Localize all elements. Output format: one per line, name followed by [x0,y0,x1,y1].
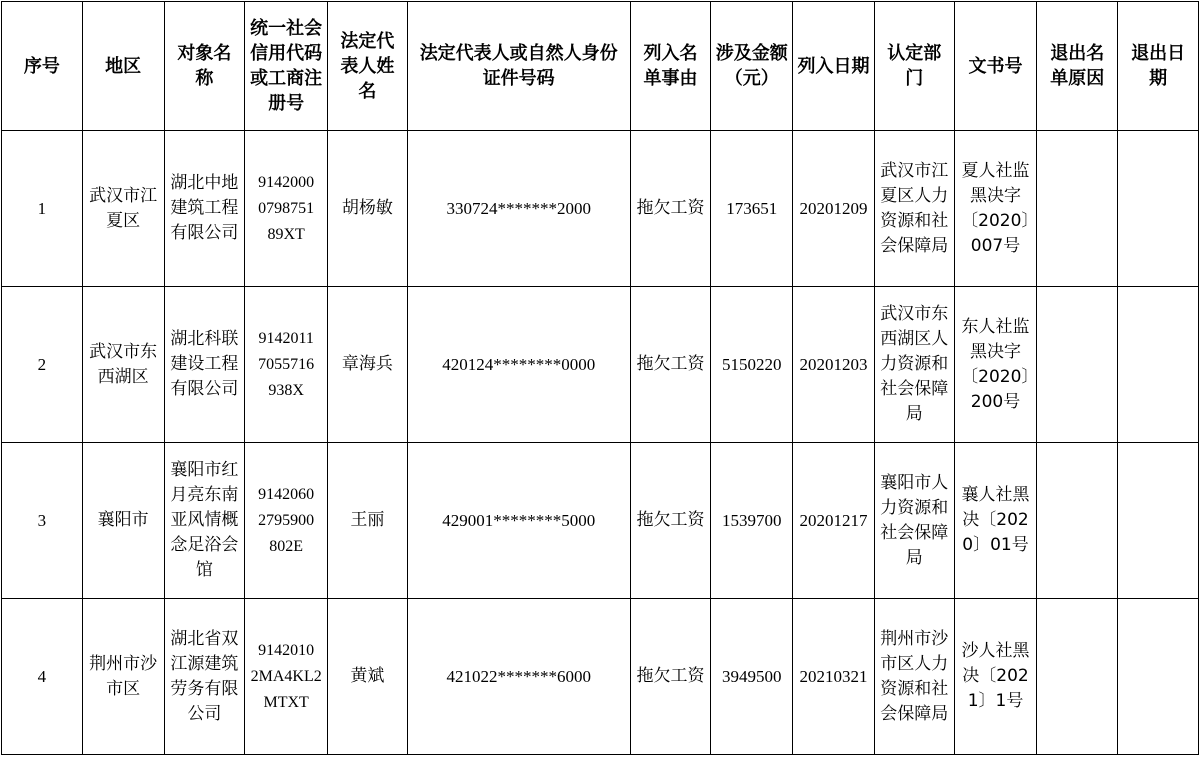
cell-reason: 拖欠工资 [630,287,711,443]
cell-department: 荆州市沙市区人力资源和社会保障局 [874,599,954,755]
cell-doc-no: 东人社监黑决字〔2020〕200号 [954,287,1037,443]
header-doc-no: 文书号 [954,2,1037,131]
cell-doc-no: 沙人社黑决〔2021〕1号 [954,599,1037,755]
header-name: 对象名称 [164,2,245,131]
header-amount: 涉及金额（元） [711,2,793,131]
cell-name: 湖北科联建设工程有限公司 [164,287,245,443]
cell-id-number: 429001********5000 [407,443,630,599]
cell-credit-code [245,599,328,755]
cell-no: 2 [2,287,83,443]
cell-date: 20210321 [793,599,875,755]
cell-date: 20201217 [793,443,875,599]
cell-credit-code [245,443,328,599]
header-no: 序号 [2,2,83,131]
header-id-number: 法定代表人或自然人身份证件号码 [407,2,630,131]
credit-code-line: 0798751 [258,199,315,217]
credit-code-line: 938X [268,381,304,399]
cell-exit-reason [1037,131,1118,287]
credit-code-line: 9142060 [258,485,315,503]
cell-name: 湖北中地建筑工程有限公司 [164,131,245,287]
cell-reason: 拖欠工资 [630,599,711,755]
cell-region: 襄阳市 [82,443,164,599]
header-legal-rep: 法定代表人姓名 [328,2,408,131]
table-row [2,443,1199,599]
header-exit-reason: 退出名单原因 [1037,2,1118,131]
cell-amount: 173651 [711,131,793,287]
cell-legal-rep: 黄斌 [328,599,408,755]
table-row [2,287,1199,443]
cell-department: 武汉市江夏区人力资源和社会保障局 [874,131,954,287]
cell-id-number: 420124********0000 [407,287,630,443]
cell-id-number: 330724*******2000 [407,131,630,287]
cell-legal-rep: 胡杨敏 [328,131,408,287]
cell-legal-rep: 章海兵 [328,287,408,443]
cell-amount: 5150220 [711,287,793,443]
cell-id-number: 421022*******6000 [407,599,630,755]
cell-credit-code [245,131,328,287]
cell-department: 襄阳市人力资源和社会保障局 [874,443,954,599]
cell-exit-reason [1037,287,1118,443]
cell-doc-no: 襄人社黑决〔2020〕01号 [954,443,1037,599]
cell-doc-no: 夏人社监黑决字〔2020〕007号 [954,131,1037,287]
header-credit-code: 统一社会信用代码或工商注册号 [245,2,328,131]
header-region: 地区 [82,2,164,131]
cell-legal-rep: 王丽 [328,443,408,599]
table-row [2,131,1199,287]
cell-department: 武汉市东西湖区人力资源和社会保障局 [874,287,954,443]
cell-no: 1 [2,131,83,287]
cell-date: 20201203 [793,287,875,443]
blacklist-table [1,1,1199,755]
credit-code-line: 89XT [267,225,305,243]
cell-exit-reason [1037,443,1118,599]
cell-name: 湖北省双江源建筑劳务有限公司 [164,599,245,755]
header-exit-date: 退出日期 [1118,2,1199,131]
cell-region: 武汉市江夏区 [82,131,164,287]
cell-exit-date [1118,131,1199,287]
cell-reason: 拖欠工资 [630,131,711,287]
cell-region: 荆州市沙市区 [82,599,164,755]
credit-code-line: 9142011 [258,329,314,347]
header-reason: 列入名单事由 [630,2,711,131]
header-row [2,2,1199,131]
cell-no: 4 [2,599,83,755]
table-row [2,599,1199,755]
cell-amount: 3949500 [711,599,793,755]
credit-code-line: 802E [269,537,304,555]
credit-code-line: 2795900 [258,511,315,529]
credit-code-line: 9142000 [258,173,315,191]
cell-exit-date [1118,287,1199,443]
header-department: 认定部门 [874,2,954,131]
cell-exit-reason [1037,599,1118,755]
cell-name: 襄阳市红月亮东南亚风情概念足浴会馆 [164,443,245,599]
cell-date: 20201209 [793,131,875,287]
credit-code-line: 2MA4KL2 [250,667,322,685]
cell-exit-date [1118,443,1199,599]
credit-code-line: MTXT [263,693,309,711]
cell-no: 3 [2,443,83,599]
credit-code-line: 7055716 [258,355,315,373]
cell-region: 武汉市东西湖区 [82,287,164,443]
header-date: 列入日期 [793,2,875,131]
cell-credit-code [245,287,328,443]
credit-code-line: 9142010 [258,641,315,659]
cell-reason: 拖欠工资 [630,443,711,599]
cell-amount: 1539700 [711,443,793,599]
cell-exit-date [1118,599,1199,755]
